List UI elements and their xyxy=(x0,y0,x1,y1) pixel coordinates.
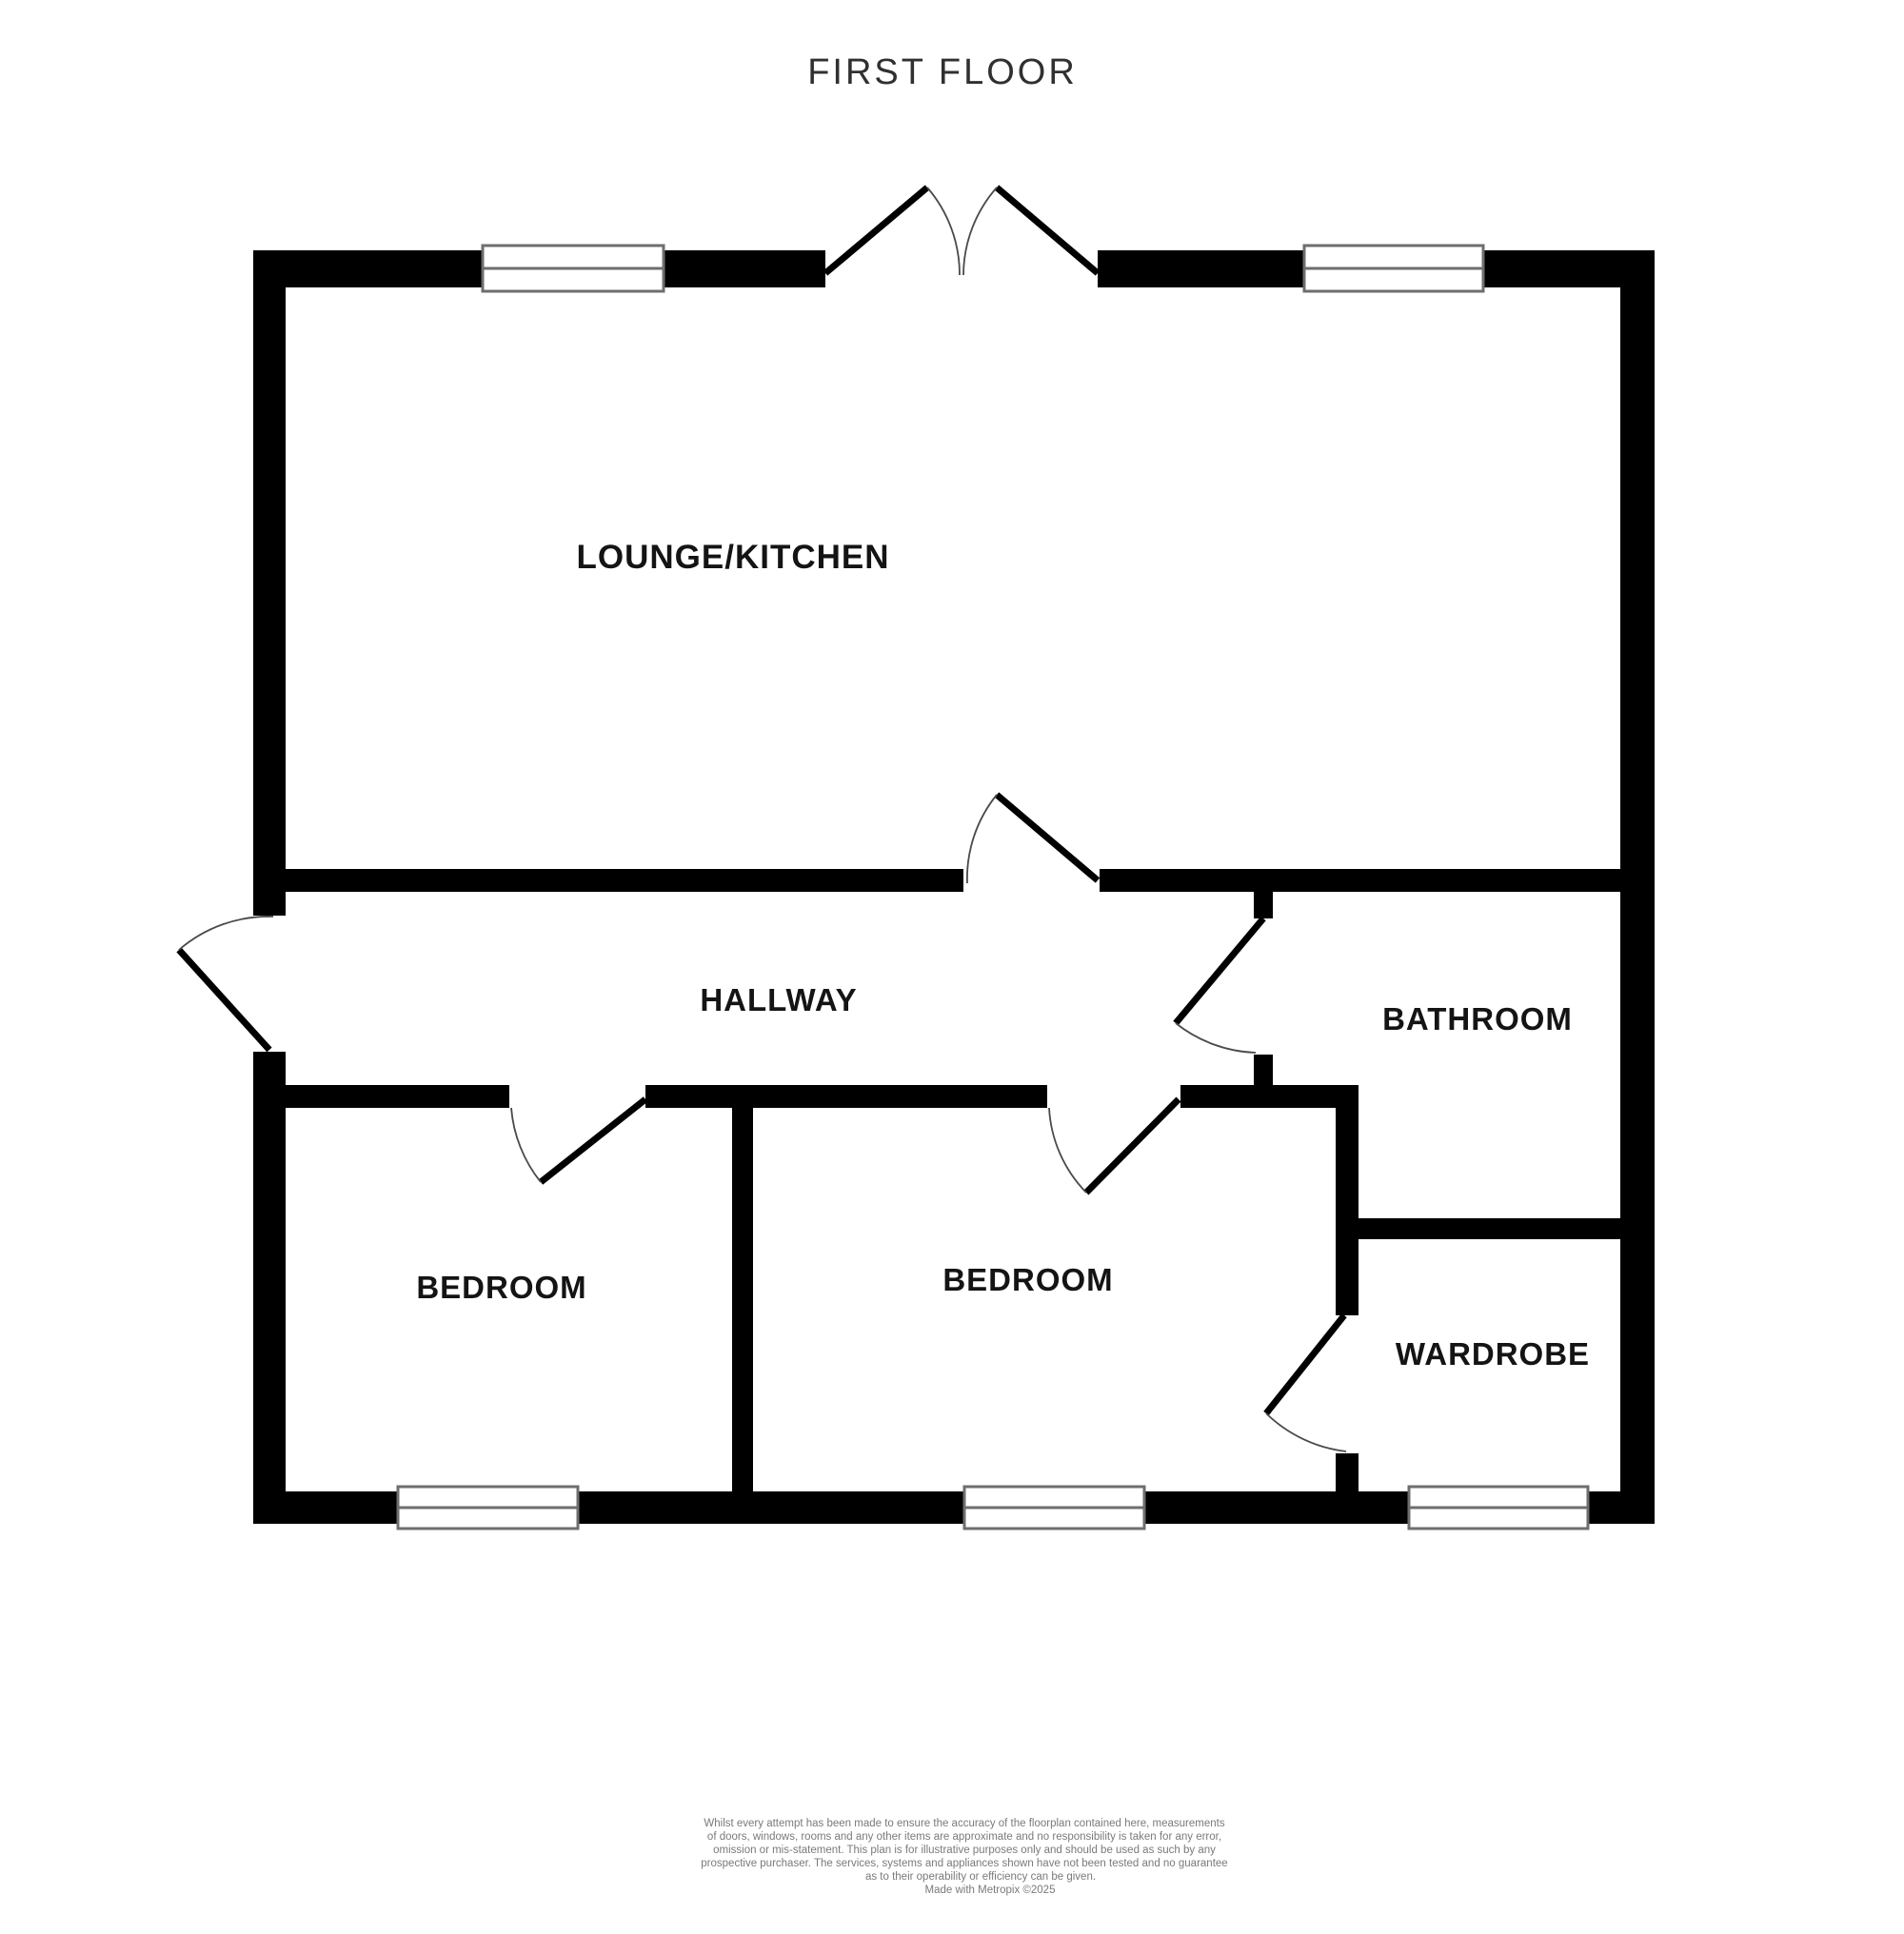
wall-hallway-bedrooms xyxy=(286,1085,509,1108)
wall-top-segment xyxy=(253,250,483,287)
wall-bathroom-wardrobe xyxy=(1338,1218,1620,1239)
room-label-lounge-kitchen: LOUNGE/KITCHEN xyxy=(576,539,890,576)
disclaimer-line: of doors, windows, rooms and any other items are approximate and no responsibility is taken for any error, xyxy=(706,1831,1222,1843)
room-label-hallway: HALLWAY xyxy=(700,982,858,1017)
wall-bottom-segment xyxy=(1588,1491,1653,1524)
door-leaf xyxy=(997,187,1098,273)
french-door-right xyxy=(963,187,1098,275)
disclaimer-line: as to their operability or efficiency can be given. xyxy=(864,1871,1097,1883)
wall-right xyxy=(1620,250,1655,1524)
door-leaf xyxy=(1086,1099,1179,1193)
door-swing-arc xyxy=(967,795,997,883)
wardrobe-door xyxy=(1266,1315,1346,1451)
disclaimer-line: omission or mis-statement. This plan is for illustrative purposes only and should be used as such by any xyxy=(713,1845,1216,1856)
door-leaf xyxy=(1266,1315,1344,1413)
entrance-door xyxy=(179,917,273,1050)
door-swing-arc xyxy=(963,187,997,275)
interior-walls xyxy=(286,869,1620,1491)
door-leaf xyxy=(541,1099,645,1182)
wall-lounge-hallway xyxy=(1100,869,1620,892)
door-swing-arc xyxy=(1176,1023,1256,1053)
wall-wardrobe-west-segment xyxy=(1336,1108,1359,1315)
door-leaf xyxy=(825,187,927,273)
wall-bathroom-west-stub xyxy=(1254,892,1273,918)
door-swing-arc xyxy=(1266,1413,1346,1451)
bedroom-middle-door xyxy=(1049,1099,1179,1193)
wall-bathroom-west-stub xyxy=(1254,1055,1273,1085)
wall-top-segment xyxy=(1098,250,1304,287)
window-wardrobe xyxy=(1409,1487,1588,1529)
wall-lounge-hallway xyxy=(286,869,963,892)
bathroom-door xyxy=(1176,918,1263,1053)
room-label-bedroom-middle: BEDROOM xyxy=(942,1262,1114,1297)
window-bedroom-left xyxy=(398,1487,578,1529)
door-swing-arc xyxy=(179,917,273,950)
room-label-wardrobe: WARDROBE xyxy=(1395,1336,1591,1372)
room-label-bathroom: BATHROOM xyxy=(1382,1001,1573,1036)
disclaimer-line: prospective purchaser. The services, systems and appliances shown have not been tested and no guarantee xyxy=(701,1858,1228,1869)
wall-left-segment xyxy=(253,1052,286,1524)
wall-bottom-segment xyxy=(253,1491,398,1524)
window-lounge-right xyxy=(1304,246,1483,291)
disclaimer-line: Whilst every attempt has been made to ensure the accuracy of the floorplan contained here, measurements xyxy=(704,1818,1225,1829)
french-door-left xyxy=(825,187,960,275)
door-swing-arc xyxy=(1049,1108,1086,1193)
window-lounge-left xyxy=(483,246,664,291)
door-swing-arc xyxy=(511,1108,541,1182)
bedroom-left-door xyxy=(511,1099,645,1182)
doors xyxy=(179,187,1346,1451)
wall-wardrobe-west-stub xyxy=(1336,1453,1359,1491)
window-bedroom-middle xyxy=(964,1487,1144,1529)
wall-hallway-bedrooms xyxy=(1180,1085,1359,1108)
wall-top-segment xyxy=(664,250,825,287)
page-title: FIRST FLOOR xyxy=(807,52,1078,92)
door-leaf xyxy=(1176,918,1263,1023)
wall-left-segment xyxy=(253,250,286,916)
wall-bottom-segment xyxy=(1144,1491,1409,1524)
room-label-bedroom-left: BEDROOM xyxy=(416,1270,587,1305)
wall-bottom-segment xyxy=(578,1491,964,1524)
door-swing-arc xyxy=(927,187,960,275)
disclaimer-block xyxy=(701,1818,1227,1896)
door-leaf xyxy=(179,950,269,1050)
wall-bedroom-divider xyxy=(732,1108,753,1491)
room-labels xyxy=(416,539,1590,1372)
door-leaf xyxy=(997,795,1098,880)
wall-hallway-bedrooms xyxy=(645,1085,1047,1108)
disclaimer-made-with: Made with Metropix ©2025 xyxy=(924,1885,1056,1896)
lounge-door xyxy=(967,795,1098,883)
